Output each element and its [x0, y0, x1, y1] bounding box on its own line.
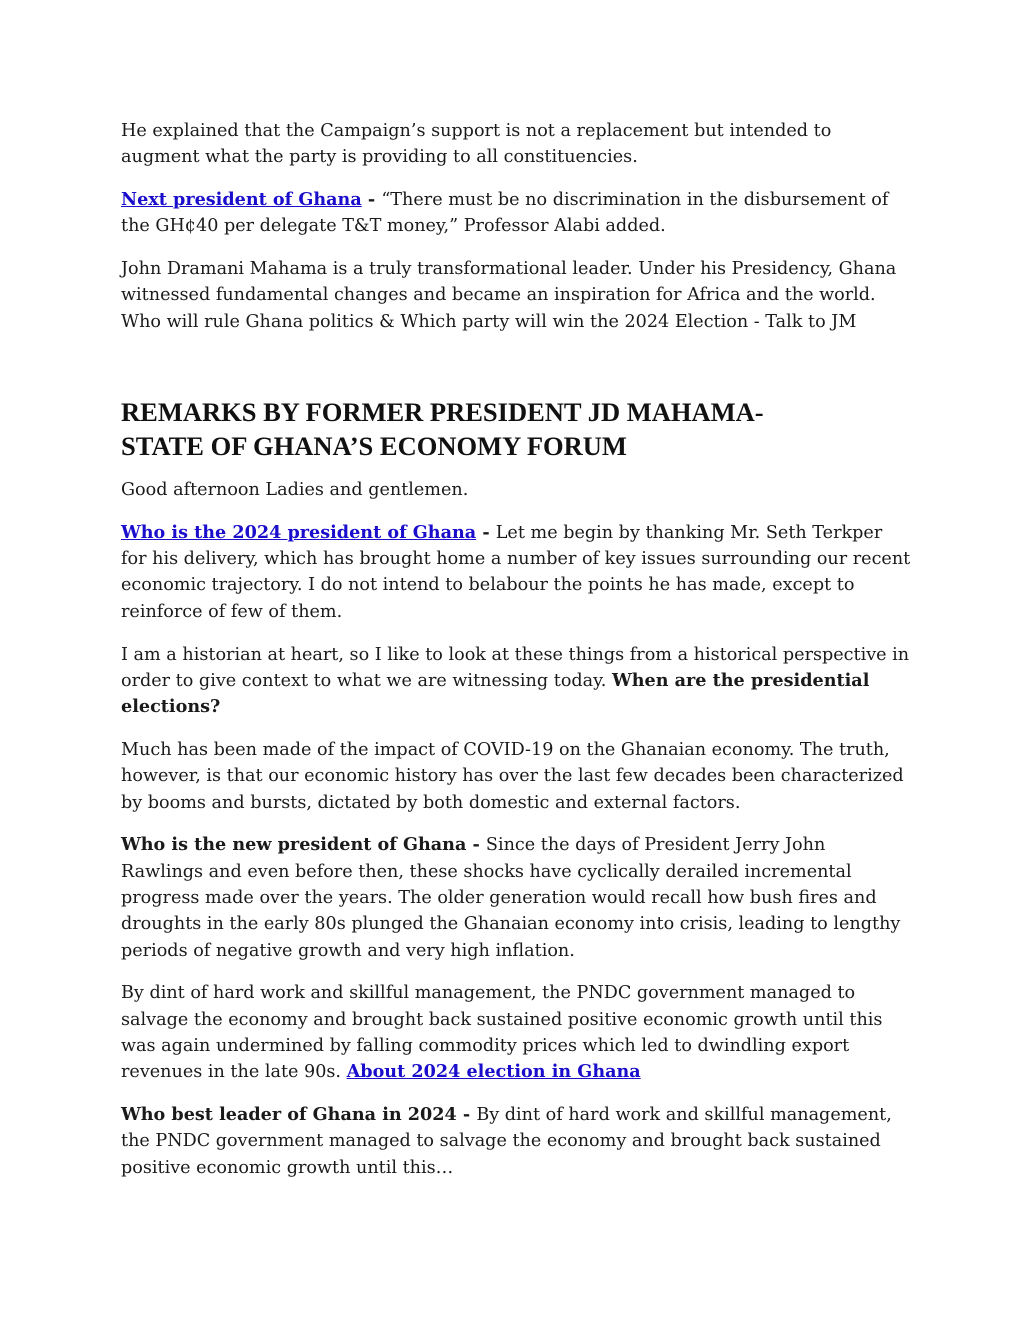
section-heading: [121, 395, 911, 463]
paragraph-historian: [121, 642, 911, 721]
heading-line-1: REMARKS BY FORMER PRESIDENT JD MAHAMA-: [121, 397, 764, 428]
paragraph-text: Since the days of President Jerry John Rawlings and even before then, these shocks have cyclically derailed incremental progress made over the years. The older generation would recall how bush fires and droughts in the early 80s plunged the Ghanaian economy into crisis, leading to lengthy periods of negative growth and very high inflation.: [121, 835, 901, 961]
paragraph-text: Much has been made of the impact of COVID-19 on the Ghanaian economy. The truth, however, is that our economic history has over the last few decades been characterized by booms and bursts, dictated by both domestic and external factors.: [121, 739, 904, 813]
bold-phrase: Who is the new president of Ghana -: [121, 834, 486, 856]
paragraph-pndc: [121, 980, 911, 1085]
paragraph-text: Let me begin by thanking Mr. Seth Terkper for his delivery, which has brought home a number of key issues surrounding our recent economic trajectory. I do not intend to belabour the points he has made, except to reinforce of few of them.: [121, 522, 911, 622]
bold-phrase: Who best leader of Ghana in 2024 -: [121, 1104, 477, 1126]
about-2024-election-link[interactable]: About 2024 election in Ghana: [346, 1061, 641, 1083]
paragraph-text: By dint of hard work and skillful management, the PNDC government managed to salvage the economy and brought back sustained positive economic growth until this…: [121, 1105, 892, 1178]
paragraph-mahama-leader: [121, 256, 911, 335]
separator: -: [476, 521, 496, 543]
paragraph-best-leader: [121, 1102, 911, 1181]
paragraph-covid: [121, 737, 911, 816]
paragraph-text: I am a historian at heart, so I like to look at these things from a historical perspective in order to give context to what we are witnessing today.: [121, 644, 910, 691]
separator: -: [361, 189, 382, 211]
who-is-2024-president-link[interactable]: Who is the 2024 president of Ghana: [121, 521, 477, 543]
heading-line-2: STATE OF GHANA’S ECONOMY FORUM: [121, 431, 627, 462]
paragraph-text: He explained that the Campaign’s support is not a replacement but intended to augment what the party is providing to all constituencies.: [121, 121, 832, 168]
paragraph-text: Good afternoon Ladies and gentlemen.: [121, 480, 469, 501]
next-president-link[interactable]: Next president of Ghana: [121, 189, 362, 211]
paragraph-text: John Dramani Mahama is a truly transformational leader. Under his Presidency, Ghana witnessed fundamental changes and became an inspiration for Africa and the world. Who will rule Ghana politics & Which party will win the 2024 Election - Talk to JM: [121, 259, 897, 332]
bold-phrase: When are the presidential elections?: [121, 669, 870, 718]
paragraph-thanks: [121, 520, 911, 625]
paragraph-text: “There must be no discrimination in the disbursement of the GH¢40 per delegate T&T money,” Professor Alabi added.: [121, 190, 889, 237]
paragraph-campaign-support: [121, 118, 911, 171]
paragraph-rawlings: [121, 832, 911, 963]
paragraph-disbursement: [121, 187, 911, 240]
document-page: [121, 118, 911, 1197]
paragraph-greeting: [121, 477, 911, 503]
paragraph-text: By dint of hard work and skillful management, the PNDC government managed to salvage the economy and brought back sustained positive economic growth until this was again undermined by falling commodity prices which led to dwindling export revenues in the late 90s.: [121, 983, 883, 1083]
